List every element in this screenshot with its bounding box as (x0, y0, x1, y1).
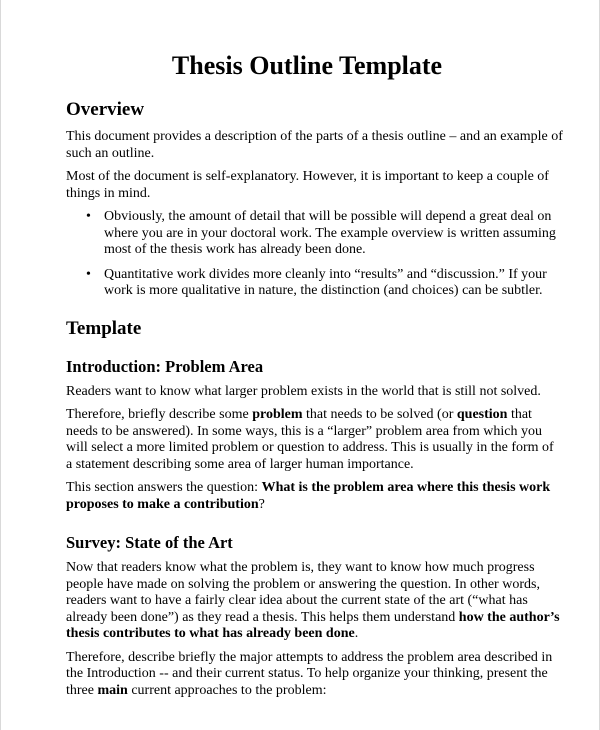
survey-heading: Survey: State of the Art (66, 533, 233, 552)
emphasis-main: main (97, 682, 128, 698)
emphasis-question: question (456, 407, 508, 422)
bullet-text: Quantitative work divides more cleanly into “results” and “discussion.” If your work is more qualitative in nature, the distinction (and choices) can be subtler. (104, 266, 547, 298)
list-item (86, 267, 563, 300)
introduction-paragraph-1: Readers want to know what larger problem exists in the world that is still not solved. (66, 383, 541, 399)
list-item (86, 209, 563, 259)
emphasis-contribution: how the author’s thesis contributes to what has already been done (66, 609, 560, 641)
overview-heading: Overview (66, 99, 145, 120)
overview-paragraph-2: Most of the document is self-explanatory. However, it is important to keep a couple of things in mind. (66, 169, 549, 201)
overview-bullet-list (66, 209, 563, 300)
bullet-icon: • (86, 266, 91, 282)
survey-paragraph-1: Now that readers know what the problem is, they want to know how much progress people have made on solving the problem or answering the question. In other words, readers want to have a fairly clear idea about the current state of the art (“what has already been done”) as they read a thesis. This helps them understand how the author’s thesis contributes to what has already been done. (66, 560, 560, 641)
introduction-heading: Introduction: Problem Area (66, 356, 264, 376)
bullet-text: Obviously, the amount of detail that will be possible will depend a great deal on where you are in your doctoral work. The example overview is written assuming most of the thesis work has already been done. (104, 209, 556, 257)
overview-paragraph-1: This document provides a description of the parts of a thesis outline – and an example of such an outline. (66, 129, 563, 161)
page-title: Thesis Outline Template (171, 51, 443, 80)
key-question: What is the problem area where this thesis work proposes to make a contribution (66, 480, 551, 512)
template-heading: Template (66, 317, 142, 339)
survey-paragraph-2: Therefore, describe briefly the major attempts to address the problem area described in the Introduction -- and their current status. To help organize your thinking, present the three main current approaches to the problem: (66, 649, 553, 698)
emphasis-problem: problem (252, 407, 303, 422)
introduction-paragraph-2: Therefore, briefly describe some problem that needs to be solved (or question that needs to be answered). In some ways, this is a “larger” problem area from which you will select a more limited problem or question to address. This is usually in the form of a statement describing some area of larger human importance. (66, 407, 554, 472)
introduction-paragraph-3: This section answers the question: What is the problem area where this thesis work proposes to make a contribution? (66, 480, 551, 512)
bullet-icon: • (86, 209, 91, 224)
